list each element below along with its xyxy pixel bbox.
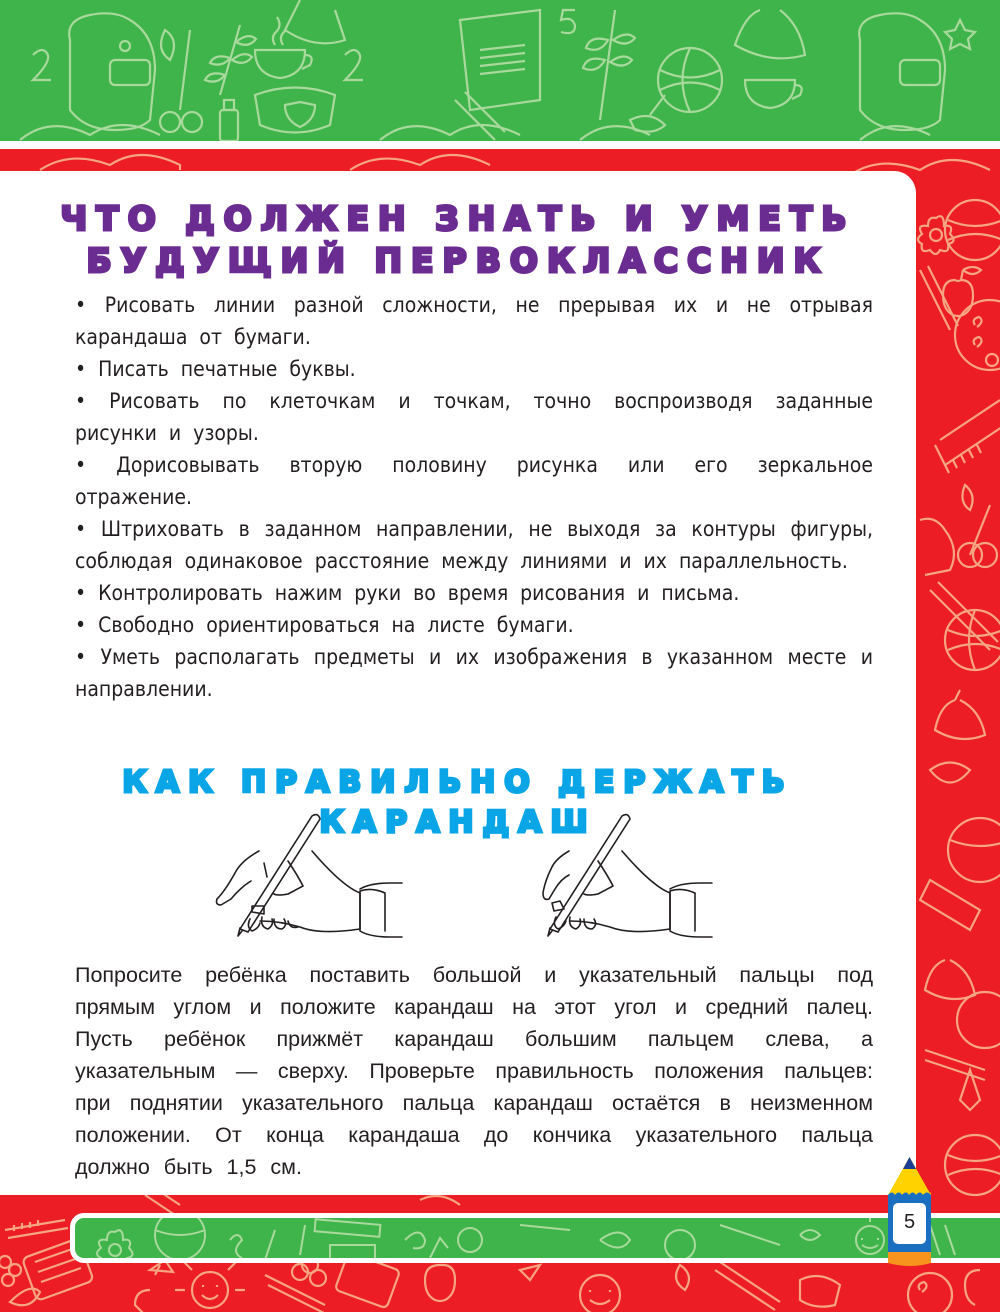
hold-pencil-instructions: Попросите ребёнка поставить большой и указательный пальцы под прямым углом и положите карандаш на этот угол и средний палец. Пусть ребёнок прижмёт карандаш большим пальцем слева, а указательным — сверху. Проверьте правильность положения пальцев: при поднятии указательного пальца карандаш остаётся в неизменном положении. От конца карандаша до кончика указательного пальца должно быть 1,5 см. (75, 963, 873, 1179)
skills-list (75, 289, 873, 705)
content-panel (0, 171, 916, 1195)
section-title-first-grader-line2 (0, 241, 916, 281)
skills-list-item: • Штриховать в заданном направлении, не выходя за контуры фигуры, соблюдая одинаковое расстояние между линиями и их параллельность. (75, 517, 873, 573)
skills-list-item: • Дорисовывать вторую половину рисунка или его зеркальное отражение. (75, 453, 873, 509)
section-title-line-2: БУДУЩИЙ ПЕРВОКЛАССНИК (86, 241, 830, 280)
skills-list-item: • Рисовать линии разной сложности, не прерывая их и не отрывая карандаша от бумаги. (75, 293, 873, 349)
skills-list-item: • Писать печатные буквы. (75, 357, 356, 381)
header-white-stripe (0, 141, 1000, 149)
hand-holding-pencil-illustration-icon (522, 811, 722, 941)
skills-list-item: • Контролировать нажим руки во время рисования и письма. (75, 581, 740, 605)
school-doodles-pattern-icon (0, 0, 1000, 141)
page-number: 5 (903, 1211, 916, 1233)
header-decorative-band (0, 0, 1000, 141)
section-title-line-1: ЧТО ДОЛЖЕН ЗНАТЬ И УМЕТЬ (60, 199, 856, 238)
hand-holding-pencil-illustration-icon (212, 811, 412, 941)
page-number-badge (886, 1155, 933, 1268)
footer-decorative-bar (70, 1213, 1000, 1263)
skills-list-item: • Рисовать по клеточкам и точкам, точно воспроизводя заданные рисунки и узоры. (75, 389, 873, 445)
school-doodles-pattern-icon (75, 1218, 1000, 1258)
section-title-first-grader (0, 199, 916, 239)
skills-list-item: • Свободно ориентироваться на листе бумаги. (75, 613, 574, 637)
skills-list-item: • Уметь располагать предметы и их изображения в указанном месте и направлении. (75, 645, 873, 701)
section-title-hold-pencil: КАК ПРАВИЛЬНО ДЕРЖАТЬ КАРАНДАШ (122, 765, 794, 840)
